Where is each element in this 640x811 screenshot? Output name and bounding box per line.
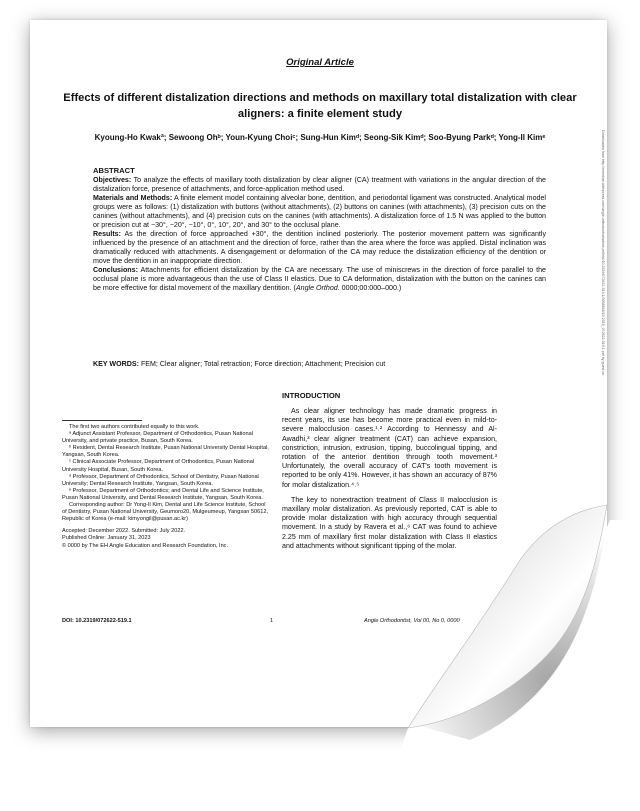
objectives-label: Objectives: [93, 176, 132, 184]
article-type: Original Article [286, 57, 354, 68]
paper-title: Effects of different distalization directions and methods on maxillary total distalization with clear aligners: a finite element study [63, 92, 577, 120]
objectives-text: To analyze the effects of maxillary tooth distalization by clear aligner (CA) treatment with variations in the angular direction of the distalization force, presence of attachments, and force-application method used. [93, 176, 546, 193]
copyright-line: © 0000 by The EH Angle Education and Research Foundation, Inc. [62, 542, 229, 549]
footnote: Corresponding author: Dr Yong-Il Kim, Dental and Life Science Institute, School of Dentistry, Pusan National University, Geumoro20, Mulgeumeup, Yangsan 50612, Republic of Korea (e-mail: kimyongil@pusan.ac.kr) [62, 502, 269, 523]
intro-heading: INTRODUCTION [282, 391, 341, 400]
intro-paragraph: As clear aligner technology has made dramatic progress in recent years, its use has become more practical even in mild-to-severe malocclusion cases.¹˒² According to Hennessy and Al-Awadhi,³ clear aligner treatment (CAT) can achieve expansion, constriction, intrusion, extrusion, tipping, buccolingual tipping, and rotation of the anterior dentition through tooth movement.³ Unfortunately, the overall accuracy of CAT's tooth movement is reported to be only 41%. However, it has shown an accuracy of 87% for molar distalization.⁴˒⁵ [282, 407, 497, 489]
results-label: Results: [93, 230, 121, 238]
footnote: ᵈ Professor, Department of Orthodontics, School of Dentistry, Pusan National University; Dental Research Institute, Yangsan, South Korea. [62, 473, 259, 487]
citation-rest: 0000;00:000–000.) [339, 284, 402, 292]
footnote: ᶜ Clinical Associate Professor, Department of Orthodontics, Pusan National University Hospital, Busan, South Korea. [62, 459, 255, 473]
methods-label: Materials and Methods: [93, 194, 173, 202]
page-number: 1 [270, 618, 274, 624]
dates-line: Published Online: January 31, 2023 [62, 535, 151, 542]
author-list: Kyoung-Ho Kwakª; Sewoong Ohᵇ; Youn-Kyung Choiᶜ; Sung-Hun Kimᵈ; Seong-Sik Kimᵈ; Soo-Byung Parkᵈ; Yong-Il Kimᵉ [94, 133, 546, 142]
abstract-heading: ABSTRACT [93, 166, 135, 175]
footer-journal: Angle Orthodontist, Vol 00, No 0, 0000 [364, 618, 460, 624]
footnote: ᵇ Resident, Dental Research Institute, Pusan National University Dental Hospital, Yangsan, South Korea. [62, 445, 269, 459]
dates-line: Accepted: December 2022. Submitted: July 2022. [62, 528, 186, 535]
footnote: The first two authors contributed equally to this work. [69, 424, 200, 430]
keywords-text: FEM; Clear aligner; Total retraction; Force direction; Attachment; Precision cut [138, 360, 386, 368]
methods-text: A finite element model containing alveolar bone, dentition, and periodontal ligament was constructed. Analytical model groups were as follows: (1) distalization with buttons (without attachments), (2) buttons on canines (with attachments), (3) precision cuts on the canines (without attachments), and (4) precision cuts on the canines (with attachments). A distalization force of 1.5 N was applied to the button or precision cut at −30°, −20°, −10°, 0°, 10°, 20°, and 30° to the occlusal plane. [93, 194, 546, 229]
footnote: ᵉ Professor, Department of Orthodontics; and Dental Life and Science Institute, Pusan National University, and Dental Research Institute, Yangsan, South Korea. [62, 487, 264, 501]
keywords-label: KEY WORDS: [93, 360, 139, 368]
conclusions-text: Attachments for efficient distalization by the CA are necessary. The use of miniscrews in the direction of force parallel to the occlusal plane is more advantageous than the use of Class II elastics. Due to CA deformation, distalization with the button on the canines can be more effective for distal movement of the maxillary dentition. ( [93, 266, 546, 292]
results-text: As the direction of force approached +30°, the dentition inclined posteriorly. The posterior movement pattern was significantly influenced by the presence of an attachment and the direction of force, rather than the area where the force was applied. Distal inclination was dramatically reduced with attachments. A disengagement or deformation of the CA may reduce the distalization efficiency of the dentition or move the dentition in an inappropriate direction. [93, 230, 546, 265]
intro-paragraph: The key to nonextraction treatment of Class II malocclusion is maxillary molar distalization. As previously reported, CAT is able to provide molar distalization with high accuracy through sequential movement. In a study by Ravera et al.,⁶ CAT was found to achieve 2.25 mm of maxillary first molar distalization with Class II elastics and attachments without significant tipping of the molar. [282, 495, 497, 550]
footnote: ᵃ Adjunct Assistant Professor, Department of Orthodontics, Pusan National University, and private practice, Busan, South Korea. [62, 431, 253, 445]
conclusions-label: Conclusions: [93, 266, 138, 274]
citation-journal: Angle Orthod. [295, 284, 340, 292]
download-sidebar-note: Downloaded from http://meridian.allenpress.com/angle-orthodontist/article-pdf/doi/10.2319/072622-519.1/3098846/10.2319_072622-519.1.pdf by guest on [601, 130, 605, 376]
footer-doi: DOI: 10.2319/072622-519.1 [62, 618, 132, 624]
